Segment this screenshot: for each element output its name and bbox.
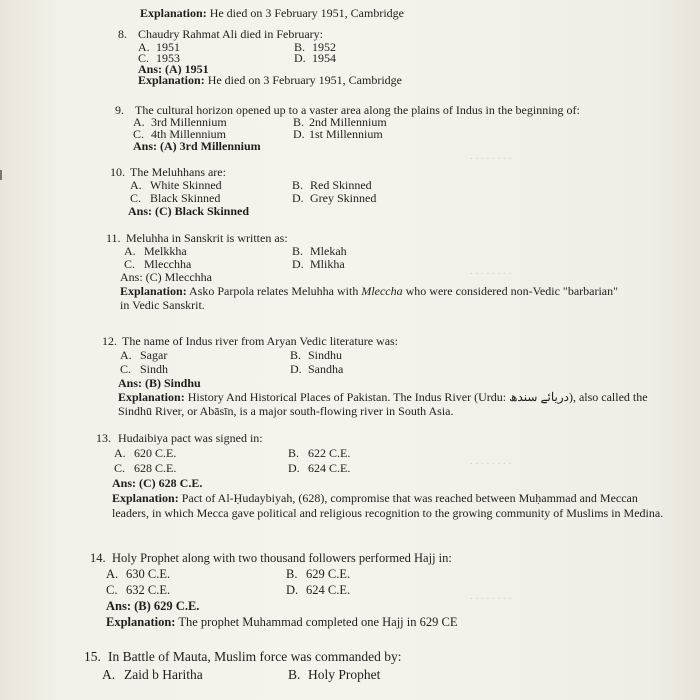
explanation: Explanation: Pact of Al-Ḥudaybiyah, (628), compromise that was reached between Muḥammad and Meccan leaders, in which Mecca gave political and religious recognition to the growing community of Muslims in Medina. [112, 491, 664, 520]
question-8: 8. Chaudry Rahmat Ali died in February: A. 1951 B. 1952 C. 1953 D. 1954 Ans: (A) 1951 Explanation: He died on 3 February 1951, Cambridge [118, 27, 402, 87]
answer: Ans: (C) Black Skinned [128, 204, 250, 218]
explanation: He died on 3 February 1951, Cambridge [204, 73, 402, 87]
question-14: 14. Holy Prophet along with two thousand followers performed Hajj in: A. 630 C.E. B. 629 C.E. C. 632 C.E. D. 624 C.E. Ans: (B) 629 C.E. Explanation: The prophet Muhammad completed one Hajj in 629 CE [90, 551, 458, 629]
option-d: 624 C.E. [306, 583, 351, 597]
explanation: Explanation: History And Historical Places of Pakistan. The Indus River (Urdu: دریائے سندھ), also called the Sindhū River, or Abāsīn, is a major south-flowing river in South Asia. [118, 390, 648, 418]
option-b: Sindhu [308, 348, 343, 362]
option-a: 620 C.E. [134, 446, 177, 460]
option-d: 1st Millennium [309, 127, 383, 141]
question-text: Chaudry Rahmat Ali died in February: [138, 27, 323, 41]
option-c: 628 C.E. [134, 461, 177, 475]
question-text: In Battle of Mauta, Muslim force was commanded by: [108, 649, 402, 664]
question-text: Holy Prophet along with two thousand followers performed Hajj in: [112, 551, 452, 565]
option-a: Zaid b Haritha [124, 667, 203, 682]
option-d: Grey Skinned [310, 191, 377, 205]
option-a: 630 C.E. [126, 567, 171, 581]
answer: Ans: (B) 629 C.E. [106, 599, 200, 613]
bleed-through-text: . . . . . . . . [470, 265, 512, 277]
option-b: 2nd Millennium [309, 115, 387, 129]
option-a: 1951 [156, 40, 180, 54]
option-d: Mlikha [310, 257, 345, 271]
explanation-label: Explanation: [140, 6, 207, 20]
option-c: 632 C.E. [126, 583, 171, 597]
option-c: Sindh [140, 362, 169, 376]
question-text: Meluhha in Sanskrit is written as: [126, 231, 288, 245]
answer: Ans: (B) Sindhu [118, 376, 201, 390]
question-12: 12. The name of Indus river from Aryan Vedic literature was: A. Sagar B. Sindhu C. Sindh D. Sandha Ans: (B) Sindhu Explanation: History And Historical Places of Pakistan. The Indus River (Urdu: دریائے سندھ), also called the Sindhū River, or Abāsīn, is a major south-flowing river in South Asia. [102, 334, 662, 418]
option-a: White Skinned [150, 178, 222, 192]
option-a: 3rd Millennium [151, 115, 227, 129]
option-c: Black Skinned [150, 191, 221, 205]
answer: Ans: (A) 1951 [138, 62, 209, 76]
question-text: The cultural horizon opened up to a vaster area along the plains of Indus in the beginning of: [135, 103, 580, 117]
explanation: The prophet Muhammad completed one Hajj in 629 CE [175, 615, 458, 629]
question-10: 10. The Meluhhans are: A. White Skinned B. Red Skinned C. Black Skinned D. Grey Skinned Ans: (C) Black Skinned [110, 165, 377, 218]
option-d: Sandha [308, 362, 344, 376]
option-b: 622 C.E. [308, 446, 351, 460]
option-d: 624 C.E. [308, 461, 351, 475]
option-d: 1954 [312, 51, 336, 65]
option-a: Sagar [140, 348, 168, 362]
bleed-through-text: . . . . . . . . [470, 150, 512, 162]
bleed-through-text: . . . . . . . . [470, 455, 512, 467]
question-text: Hudaibiya pact was signed in: [118, 431, 263, 445]
option-b: Holy Prophet [308, 667, 381, 682]
question-15: 15. In Battle of Mauta, Muslim force was commanded by: A. Zaid b Haritha B. Holy Prophet [84, 649, 402, 682]
answer: Ans: (C) Mlecchha [120, 270, 212, 284]
explanation: Explanation: Asko Parpola relates Meluhha with Mleccha who were considered non-Vedic "barbarian" in Vedic Sanskrit. [120, 284, 619, 312]
option-c: 4th Millennium [151, 127, 226, 141]
bleed-through-text: . . . . . . . . [470, 590, 512, 602]
question-9: 9. The cultural horizon opened up to a vaster area along the plains of Indus in the beginning of: A. 3rd Millennium B. 2nd Millennium C. 4th Millennium D. 1st Millennium Ans: (A) 3rd Millennium [115, 103, 580, 153]
option-b: Red Skinned [310, 178, 372, 192]
page-edge-mark [0, 170, 2, 180]
option-b: Mlekah [310, 244, 347, 258]
option-a: Melkkha [144, 244, 187, 258]
question-13: 13. Hudaibiya pact was signed in: A. 620 C.E. B. 622 C.E. C. 628 C.E. D. 624 C.E. Ans: (C) 628 C.E. Explanation: Pact of Al-Ḥudaybiyah, (628), compromise that was reached between Muḥammad and Meccan leaders, in which Mecca gave political and religious recognition to the growing community of Muslims in Medina. [96, 431, 676, 521]
option-c: 1953 [156, 51, 180, 65]
option-b: 1952 [312, 40, 336, 54]
answer: Ans: (A) 3rd Millennium [133, 139, 261, 153]
option-c: Mlecchha [144, 257, 192, 271]
answer: Ans: (C) 628 C.E. [112, 476, 203, 490]
question-text: The name of Indus river from Aryan Vedic literature was: [122, 334, 399, 348]
top-explanation: Explanation: He died on 3 February 1951, Cambridge [140, 6, 404, 20]
question-11: 11. Meluhha in Sanskrit is written as: A. Melkkha B. Mlekah C. Mlecchha D. Mlikha Ans: (C) Mlecchha Explanation: Asko Parpola relates Meluhha with Mleccha who were considered non-Vedic "barbarian" in Vedic Sanskrit. [106, 231, 619, 312]
question-text: The Meluhhans are: [130, 165, 226, 179]
option-b: 629 C.E. [306, 567, 351, 581]
